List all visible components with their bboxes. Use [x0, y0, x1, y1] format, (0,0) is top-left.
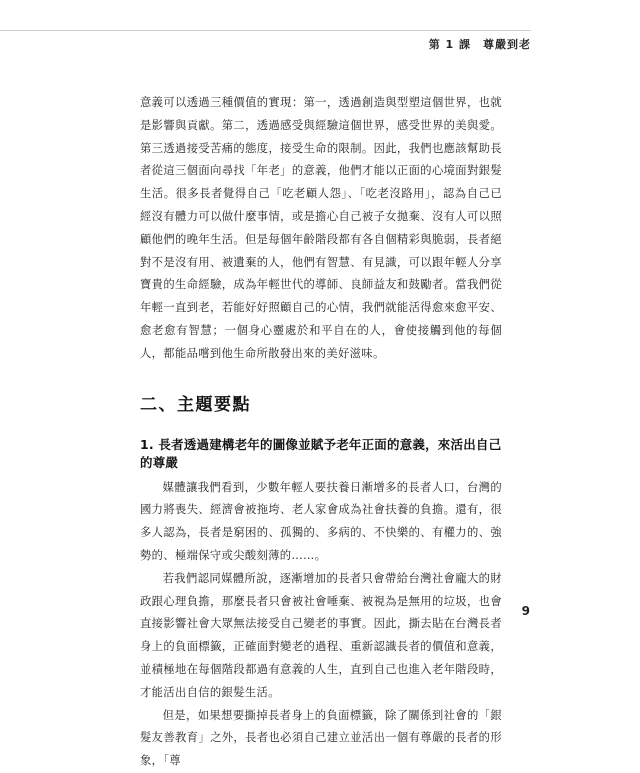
sub-heading: 1. 長者透過建構老年的圖像並賦予老年正面的意義，來活出自己的尊嚴 — [140, 436, 502, 470]
intro-paragraph: 意義可以透過三種價值的實現：第一，透過創造與型塑這個世界，也就是影響與貢獻。第二，透過感受與經驗這個世界，感受世界的美與愛。第三透過接受苦痛的態度，接受生命的限制。因此，我們也應該幫助長者從這三個面向尋找「年老」的意義，他們才能以正面的心境面對銀髮生活。很多長者覺得自己「吃老顧人怨」、「吃老沒路用」，認為自己已經沒有體力可以做什麼事情，或是擔心自己被子女拋棄、沒有人可以照顧他們的晚年生活。但是每個年齡階段都有各自個精彩與脆弱，長者絕對不是沒有用、被遺棄的人，他們有智慧、有見識，可以跟年輕人分享寶貴的生命經驗，成為年輕世代的導師、良師益友和鼓勵者。當我們從年輕一直到老，若能好好照顧自己的心情，我們就能活得愈來愈平安、愈老愈有智慧；一個身心靈處於和平自在的人，會使接觸到他的每個人，都能品嚐到他生命所散發出來的美好滋味。 — [140, 96, 502, 360]
running-header — [0, 30, 531, 57]
page-body — [140, 92, 502, 773]
chapter-title: 第 1 課 尊嚴到老 — [428, 38, 531, 51]
body-paragraph: 若我們認同媒體所說，逐漸增加的長者只會帶給台灣社會龐大的財政跟心理負擔，那麼長者只會被社會唾棄、被視為是無用的垃圾，也會直接影響社會大眾無法接受自己變老的事實。因此，撕去貼在台灣長者身上的負面標籤，正確面對變老的過程、重新認識長者的價值和意義，並積極地在每個階段都過有意義的人生，直到自己也進入老年階段時，才能活出自信的銀髮生活。 — [140, 571, 502, 699]
page-number: 9 — [521, 604, 530, 618]
body-paragraph: 但是，如果想要撕掉長者身上的負面標籤，除了關係到社會的「銀髮友善教育」之外，長者也必須自己建立並活出一個有尊嚴的長者的形象，「尊 — [140, 708, 502, 768]
section-heading: 二、主題要點 — [140, 394, 251, 415]
body-paragraph: 媒體讓我們看到，少數年輕人要扶養日漸增多的長者人口，台灣的國力將喪失、經濟會被拖垮、老人家會成為社會扶養的負擔。還有，很多人認為，長者是窮困的、孤獨的、多病的、不快樂的、有權力的、強勢的、極端保守或尖酸刻薄的……。 — [140, 480, 502, 562]
